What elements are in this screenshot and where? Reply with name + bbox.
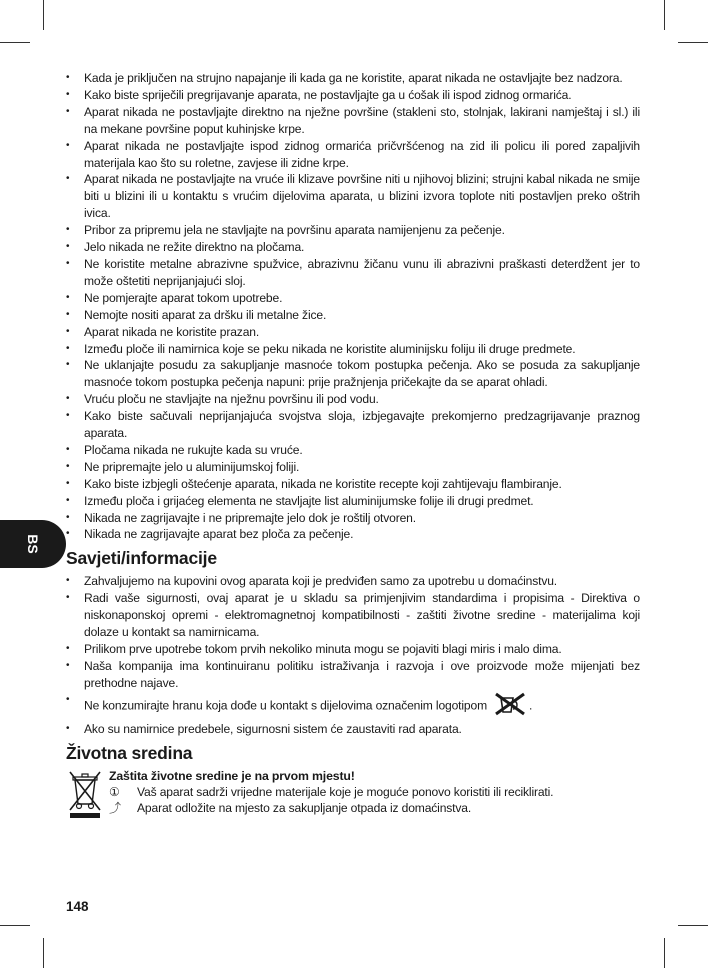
list-item: • Aparat nikada ne postavljajte ispod zidnog ormarića pričvršćenog na zid ili policu ili pored zapaljivih materijala kao što su roletne, zavjese ili zidne krpe. [66, 138, 640, 172]
list-item: • Pribor za pripremu jela ne stavljajte na površinu aparata namijenjenu za pečenje. [66, 222, 640, 239]
list-item: • Između ploče ili namirnica koje se peku nikada ne koristite aluminijsku foliju ili druge predmete. [66, 341, 640, 358]
crop-mark [43, 938, 44, 968]
environment-line-text: Vaš aparat sadrži vrijedne materijale koje je moguće ponovo koristiti ili reciklirati. [137, 784, 554, 799]
list-item: • Vruću ploču ne stavljajte na nježnu površinu ili pod vodu. [66, 391, 640, 408]
crop-mark [678, 925, 708, 926]
recyclable-icon: ① [109, 784, 120, 799]
list-item: • Između ploča i grijaćeg elementa ne stavljajte list aluminijumske folije ili drugi predmet. [66, 493, 640, 510]
list-item: • Prilikom prve upotrebe tokom prvih nekoliko minuta mogu se pojaviti blagi miris i malo dima. [66, 641, 640, 658]
list-item: • Aparat nikada ne postavljajte na vruće ili klizave površine niti u njihovoj blizini; strujni kabal nikada ne smije biti u blizini ili u kontaktu s vrućim dijelovima aparata, u blizini izvora toplote niti postavljen preko oštrih ivica. [66, 171, 640, 222]
environment-title: Zaštita životne sredine je na prvom mjestu! [109, 768, 355, 783]
crop-mark [664, 0, 665, 30]
environment-line [109, 800, 640, 816]
list-item-text: Ne konzumirajte hranu koja dođe u kontakt s dijelovima označenim logotipom [84, 698, 487, 713]
crop-mark [0, 925, 30, 926]
list-item: • Aparat nikada ne postavljajte direktno na nježne površine (stakleni sto, stolnjak, lakirani namještaj i sl.) ili na mekane površine poput kuhinjske krpe. [66, 104, 640, 138]
list-item: • Pločama nikada ne rukujte kada su vruće. [66, 442, 640, 459]
list-item [66, 692, 640, 721]
tips-list [66, 573, 640, 737]
list-item: • Ne pripremajte jelo u aluminijumskoj foliji. [66, 459, 640, 476]
environment-line-text: Aparat odložite na mjesto za sakupljanje otpada iz domaćinstva. [137, 800, 472, 815]
recycle-bin-icon [68, 770, 102, 825]
list-item: • Kako biste izbjegli oštećenje aparata, nikada ne koristite recepte koji zahtijevaju flambiranje. [66, 476, 640, 493]
crop-mark [0, 42, 30, 43]
list-item: • Ne koristite metalne abrazivne spužvice, abrazivnu žičanu vunu ili abrazivni praškasti deterdžent jer to može oštetiti neprijanjajući sloj. [66, 256, 640, 290]
crop-mark [678, 42, 708, 43]
crop-mark [43, 0, 44, 30]
list-item: • Kako biste spriječili pregrijavanje aparata, ne postavljajte ga u ćošak ili ispod zidnog ormarića. [66, 87, 640, 104]
page-number: 148 [66, 899, 89, 914]
list-item: • Radi vaše sigurnosti, ovaj aparat je u skladu sa primjenjivim standardima i propisima - Direktiva o niskonaponskoj opremi - elektromagnetnoj kompatibilnosti - zaštiti životne sredine - materijalima koji dolaze u kontakt sa namirnicama. [66, 590, 640, 641]
list-item: • Kako biste sačuvali neprijanjajuća svojstva sloja, izbjegavajte prekomjerno predzagrijavanje praznog aparata. [66, 408, 640, 442]
list-item: • Ako su namirnice predebele, sigurnosni sistem će zaustaviti rad aparata. [66, 721, 640, 738]
safety-list [66, 70, 640, 543]
page-content [66, 70, 640, 816]
tips-heading: Savjeti/informacije [66, 548, 217, 569]
list-item: • Aparat nikada ne koristite prazan. [66, 324, 640, 341]
crop-mark [664, 938, 665, 968]
environment-line [109, 784, 640, 800]
list-item: • Nikada ne zagrijavajte aparat bez ploča za pečenje. [66, 526, 640, 543]
environment-heading: Životna sredina [66, 742, 193, 763]
list-item: • Ne pomjerajte aparat tokom upotrebe. [66, 290, 640, 307]
language-code: BS [25, 534, 41, 554]
list-item: • Jelo nikada ne režite direktno na pločama. [66, 239, 640, 256]
no-food-contact-icon [493, 692, 527, 721]
list-item: • Nikada ne zagrijavajte i ne pripremajte jelo dok je roštilj otvoren. [66, 510, 640, 527]
list-item: • Nemojte nositi aparat za dršku ili metalne žice. [66, 307, 640, 324]
environment-block [66, 768, 640, 816]
list-item: • Zahvaljujemo na kupovini ovog aparata koji je predviđen samo za upotrebu u domaćinstvu. [66, 573, 640, 590]
list-item: • Naša kompanija ima kontinuiranu politiku istraživanja i razvoja i ove proizvode može mijenjati bez prethodne najave. [66, 658, 640, 692]
list-item: • Kada je priključen na strujno napajanje ili kada ga ne koristite, aparat nikada ne ostavljajte bez nadzora. [66, 70, 640, 87]
list-item-suffix: . [529, 698, 533, 713]
language-tab [0, 520, 66, 568]
disposal-arrow-icon: ⤴ [109, 800, 121, 815]
list-item: • Ne uklanjajte posudu za sakupljanje masnoće tokom postupka pečenja. Ako se posuda za sakupljanje masnoće tokom postupka pečenja napuni: prije pražnjenja pričekajte da se aparat ohladi. [66, 357, 640, 391]
